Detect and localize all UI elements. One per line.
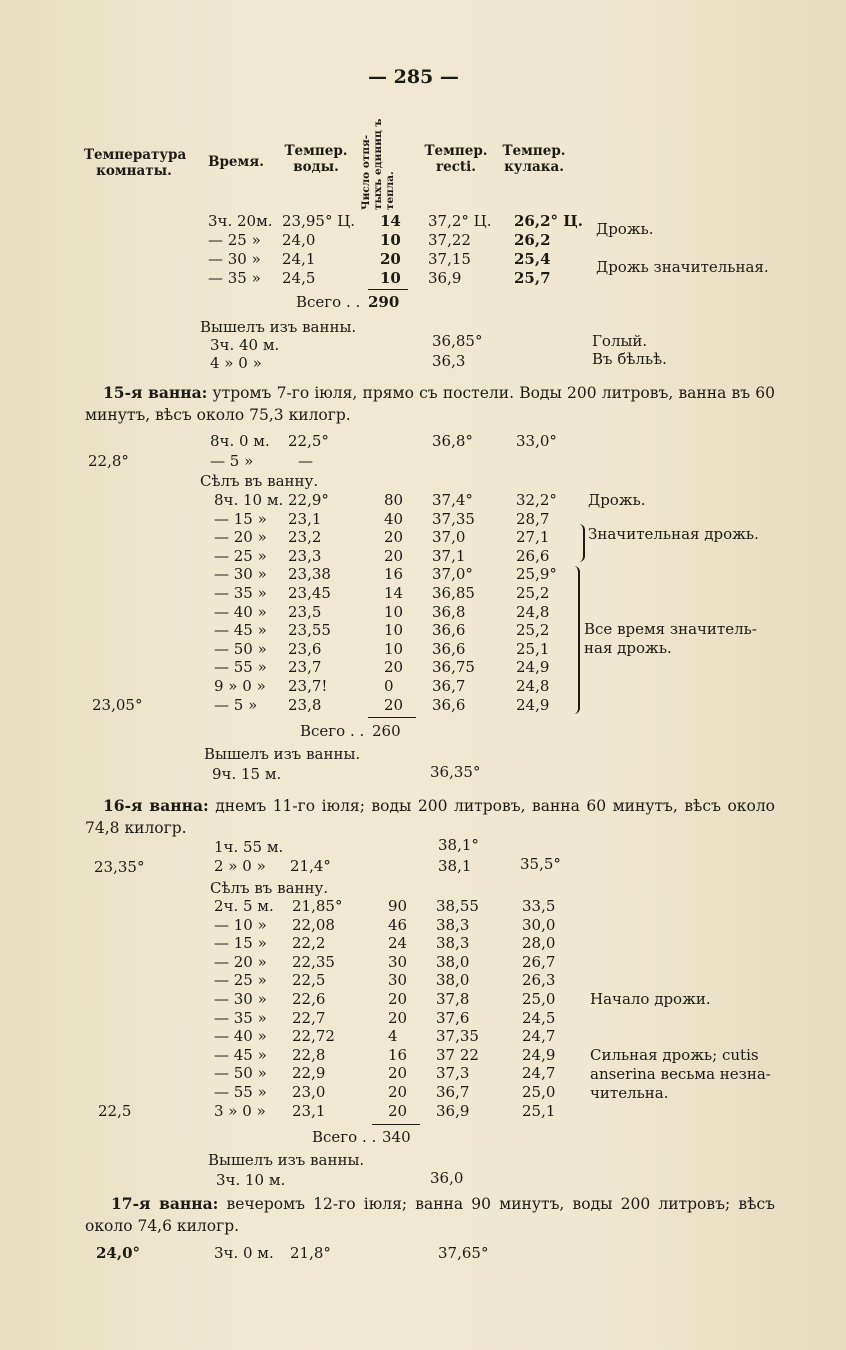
water-temp-cell: 23,8 xyxy=(288,696,322,714)
heat-units-cell: 80 xyxy=(384,491,404,509)
heat-units-cell: 20 xyxy=(388,1102,408,1120)
header-water-temp: Темпер. воды. xyxy=(284,143,348,175)
note-cell: чительна. xyxy=(590,1084,669,1102)
heat-units-cell: 20 xyxy=(388,990,408,1008)
heat-units-cell: 10 xyxy=(380,269,401,287)
water-temp-cell: 21,4° xyxy=(290,857,331,875)
exit-note: Голый. xyxy=(592,332,648,350)
water-temp-cell: 23,38 xyxy=(288,565,331,583)
fist-temp-cell: 25,4 xyxy=(514,250,551,268)
fist-temp-cell: 35,5° xyxy=(520,855,561,873)
water-temp-cell: 22,08 xyxy=(292,916,335,934)
time-cell: — 40 » xyxy=(214,603,267,621)
total-label: Всего . . xyxy=(296,293,361,311)
total-rule-16 xyxy=(372,1124,420,1125)
heat-units-cell: 16 xyxy=(388,1046,408,1064)
total-value: 260 xyxy=(372,722,401,740)
fist-temp-cell: 24,9 xyxy=(516,658,550,676)
room-temp-cell: 22,5 xyxy=(98,1102,132,1120)
water-temp-cell: 22,5° xyxy=(288,432,329,450)
time-cell: — 15 » xyxy=(214,934,267,952)
time-cell: — 10 » xyxy=(214,916,267,934)
water-temp-cell: 23,1 xyxy=(292,1102,326,1120)
recti-temp-cell: 38,1 xyxy=(438,857,472,875)
recti-temp-cell: 37,3 xyxy=(436,1064,470,1082)
heat-units-cell: 10 xyxy=(384,603,404,621)
heat-units-cell: 20 xyxy=(388,1083,408,1101)
fist-temp-cell: 24,8 xyxy=(516,677,550,695)
recti-temp-cell: 36,6 xyxy=(432,696,466,714)
fist-temp-cell: 25,2 xyxy=(516,621,550,639)
time-cell: 2 » 0 » xyxy=(214,857,266,875)
water-temp-cell: 22,8 xyxy=(292,1046,326,1064)
exit-label: Вышелъ изъ ванны. xyxy=(204,745,361,763)
fist-temp-cell: 26,2° Ц. xyxy=(514,212,583,230)
heat-units-cell: 20 xyxy=(388,1009,408,1027)
fist-temp-cell: 25,9° xyxy=(516,565,557,583)
recti-temp-cell: 36,7 xyxy=(432,677,466,695)
heat-units-cell: 0 xyxy=(384,677,394,695)
bath17-water: 21,8° xyxy=(290,1244,331,1262)
time-cell: — 50 » xyxy=(214,640,267,658)
time-cell: 3 » 0 » xyxy=(214,1102,266,1120)
time-cell: — 25 » xyxy=(214,971,267,989)
recti-temp-cell: 37,35 xyxy=(436,1027,479,1045)
bath17-room-temp: 24,0° xyxy=(96,1244,141,1262)
recti-temp-cell: 37,8 xyxy=(436,990,470,1008)
water-temp-cell: 23,7 xyxy=(288,658,322,676)
note-cell: Дрожь значительная. xyxy=(596,258,769,276)
water-temp-cell: 23,0 xyxy=(292,1083,326,1101)
recti-temp-cell: 38,1° xyxy=(438,836,479,854)
water-temp-cell: — xyxy=(298,452,313,470)
recti-temp-cell: 37,22 xyxy=(428,231,471,249)
recti-temp-cell: 38,0 xyxy=(436,953,470,971)
water-temp-cell: 22,9 xyxy=(292,1064,326,1082)
time-cell: — 25 » xyxy=(208,231,261,249)
water-temp-cell: 23,3 xyxy=(288,547,322,565)
time-cell: — 35 » xyxy=(214,1009,267,1027)
time-cell: — 15 » xyxy=(214,510,267,528)
total-value: 290 xyxy=(368,293,400,311)
recti-temp-cell: 38,3 xyxy=(436,934,470,952)
water-temp-cell: 22,2 xyxy=(292,934,326,952)
note-cell: ная дрожь. xyxy=(584,639,672,657)
time-cell: — 40 » xyxy=(214,1027,267,1045)
heat-units-cell: 10 xyxy=(384,640,404,658)
fist-temp-cell: 25,2 xyxy=(516,584,550,602)
note-cell: Все время значитель- xyxy=(584,620,757,638)
time-cell: — 20 » xyxy=(214,953,267,971)
recti-temp-cell: 38,55 xyxy=(436,897,479,915)
exit-time: 4 » 0 » xyxy=(210,354,262,372)
heat-units-cell: 40 xyxy=(384,510,404,528)
total-rule-1 xyxy=(368,289,408,290)
fist-temp-cell: 32,2° xyxy=(516,491,557,509)
fist-temp-cell: 25,0 xyxy=(522,990,556,1008)
page-number: — 285 — xyxy=(368,66,459,88)
water-temp-cell: 24,1 xyxy=(282,250,316,268)
exit-label: Вышелъ изъ ванны. xyxy=(200,318,357,336)
recti-temp-cell: 38,3 xyxy=(436,916,470,934)
water-temp-cell: 23,5 xyxy=(288,603,322,621)
recti-temp-cell: 37,0 xyxy=(432,528,466,546)
recti-temp-cell: 37,6 xyxy=(436,1009,470,1027)
total-value: 340 xyxy=(382,1128,411,1146)
time-cell: — 30 » xyxy=(208,250,261,268)
heat-units-cell: 16 xyxy=(384,565,404,583)
brace-15-a xyxy=(577,524,585,562)
header-heat-units: Число отпя-тыхъ единиц ъ тепла. xyxy=(360,118,396,210)
water-temp-cell: 23,1 xyxy=(288,510,322,528)
fist-temp-cell: 25,1 xyxy=(516,640,550,658)
time-cell: — 5 » xyxy=(214,696,258,714)
time-cell: — 45 » xyxy=(214,621,267,639)
fist-temp-cell: 33,0° xyxy=(516,432,557,450)
recti-temp-cell: 37,0° xyxy=(432,565,473,583)
heat-units-cell: 20 xyxy=(384,547,404,565)
room-temp-cell: 22,8° xyxy=(88,452,129,470)
exit-recti: 36,0 xyxy=(430,1169,464,1187)
recti-temp-cell: 37,15 xyxy=(428,250,471,268)
water-temp-cell: 23,2 xyxy=(288,528,322,546)
note-cell: Значительная дрожь. xyxy=(588,525,759,543)
water-temp-cell: 22,7 xyxy=(292,1009,326,1027)
bath17-time: 3ч. 0 м. xyxy=(214,1244,274,1262)
time-cell: — 35 » xyxy=(208,269,261,287)
time-cell: 1ч. 55 м. xyxy=(214,838,284,856)
recti-temp-cell: 37,35 xyxy=(432,510,475,528)
recti-temp-cell: 37,4° xyxy=(432,491,473,509)
recti-temp-cell: 36,6 xyxy=(432,640,466,658)
heat-units-cell: 30 xyxy=(388,953,408,971)
time-cell: 2ч. 5 м. xyxy=(214,897,274,915)
recti-temp-cell: 36,9 xyxy=(436,1102,470,1120)
water-temp-cell: 22,9° xyxy=(288,491,329,509)
header-time: Время. xyxy=(208,154,264,170)
total-rule-15 xyxy=(368,717,416,718)
time-cell: — 45 » xyxy=(214,1046,267,1064)
fist-temp-cell: 26,7 xyxy=(522,953,556,971)
recti-temp-cell: 38,0 xyxy=(436,971,470,989)
fist-temp-cell: 26,2 xyxy=(514,231,551,249)
heat-units-cell: 10 xyxy=(380,231,401,249)
water-temp-cell: 23,55 xyxy=(288,621,331,639)
exit-recti: 36,35° xyxy=(430,763,481,781)
note-cell: anserina весьма незна- xyxy=(590,1065,771,1083)
recti-temp-cell: 36,7 xyxy=(436,1083,470,1101)
heat-units-cell: 90 xyxy=(388,897,408,915)
heat-units-cell: 14 xyxy=(384,584,404,602)
total-label: Всего . . xyxy=(312,1128,377,1146)
fist-temp-cell: 28,0 xyxy=(522,934,556,952)
recti-temp-cell: 36,85 xyxy=(432,584,475,602)
exit-recti: 36,3 xyxy=(432,352,466,370)
fist-temp-cell: 27,1 xyxy=(516,528,550,546)
bath17-recti: 37,65° xyxy=(438,1244,489,1262)
time-cell: 8ч. 10 м. xyxy=(214,491,284,509)
fist-temp-cell: 26,3 xyxy=(522,971,556,989)
bath15-paragraph: 15-я ванна: утромъ 7-го іюля, прямо съ постели. Воды 200 литровъ, ванна въ 60 минутъ, вѣсъ около 75,3 килогр. xyxy=(85,383,775,424)
time-cell: — 55 » xyxy=(214,658,267,676)
header-recti-temp: Темпер. recti. xyxy=(424,143,488,175)
water-temp-cell: 23,6 xyxy=(288,640,322,658)
heat-units-cell: 20 xyxy=(380,250,401,268)
fist-temp-cell: 24,9 xyxy=(516,696,550,714)
fist-temp-cell: 24,9 xyxy=(522,1046,556,1064)
note-cell: Начало дрожи. xyxy=(590,990,711,1008)
water-temp-cell: 23,7! xyxy=(288,677,328,695)
water-temp-cell: 22,72 xyxy=(292,1027,335,1045)
heat-units-cell: 20 xyxy=(388,1064,408,1082)
fist-temp-cell: 24,8 xyxy=(516,603,550,621)
water-temp-cell: 23,95° Ц. xyxy=(282,212,356,230)
time-cell: — 5 » xyxy=(210,452,254,470)
recti-temp-cell: 36,8° xyxy=(432,432,473,450)
recti-temp-cell: 36,9 xyxy=(428,269,462,287)
exit-time: 3ч. 40 м. xyxy=(210,336,280,354)
fist-temp-cell: 24,5 xyxy=(522,1009,556,1027)
recti-temp-cell: 37,2° Ц. xyxy=(428,212,492,230)
time-cell: — 30 » xyxy=(214,565,267,583)
heat-units-cell: 46 xyxy=(388,916,408,934)
heat-units-cell: 24 xyxy=(388,934,408,952)
bath17-paragraph: 17-я ванна: вечеромъ 12-го іюля; ванна 90 минутъ, воды 200 литровъ; вѣсъ около 74,6 килогр. xyxy=(85,1194,775,1235)
time-cell: — 50 » xyxy=(214,1064,267,1082)
time-cell: 3ч. 20м. xyxy=(208,212,273,230)
sat-label: Сѣлъ въ ванну. xyxy=(200,472,319,490)
bath16-paragraph: 16-я ванна: днемъ 11-го іюля; воды 200 литровъ, ванна 60 минутъ, вѣсъ около 74,8 килогр. xyxy=(85,796,775,837)
fist-temp-cell: 33,5 xyxy=(522,897,556,915)
water-temp-cell: 22,5 xyxy=(292,971,326,989)
fist-temp-cell: 30,0 xyxy=(522,916,556,934)
time-cell: — 30 » xyxy=(214,990,267,1008)
heat-units-cell: 14 xyxy=(380,212,401,230)
total-label: Всего . . xyxy=(300,722,365,740)
time-cell: — 55 » xyxy=(214,1083,267,1101)
fist-temp-cell: 25,7 xyxy=(514,269,551,287)
heat-units-cell: 20 xyxy=(384,528,404,546)
recti-temp-cell: 37,1 xyxy=(432,547,466,565)
exit-time: 3ч. 10 м. xyxy=(216,1171,286,1189)
water-temp-cell: 22,35 xyxy=(292,953,335,971)
fist-temp-cell: 28,7 xyxy=(516,510,550,528)
note-cell: Дрожь. xyxy=(596,220,654,238)
exit-note: Въ бѣльѣ. xyxy=(592,350,667,368)
exit-time: 9ч. 15 м. xyxy=(212,765,282,783)
heat-units-cell: 4 xyxy=(388,1027,398,1045)
fist-temp-cell: 24,7 xyxy=(522,1027,556,1045)
time-cell: 8ч. 0 м. xyxy=(210,432,270,450)
heat-units-cell: 30 xyxy=(388,971,408,989)
heat-units-cell: 20 xyxy=(384,696,404,714)
note-cell: Сильная дрожь; cutis xyxy=(590,1046,759,1064)
sat-label: Сѣлъ въ ванну. xyxy=(210,879,329,897)
water-temp-cell: 24,0 xyxy=(282,231,316,249)
time-cell: — 20 » xyxy=(214,528,267,546)
note-cell: Дрожь. xyxy=(588,491,646,509)
time-cell: — 35 » xyxy=(214,584,267,602)
water-temp-cell: 21,85° xyxy=(292,897,343,915)
heat-units-cell: 20 xyxy=(384,658,404,676)
recti-temp-cell: 36,6 xyxy=(432,621,466,639)
brace-15-b xyxy=(572,566,580,714)
header-fist-temp: Темпер. кулака. xyxy=(502,143,566,175)
time-cell: 9 » 0 » xyxy=(214,677,266,695)
recti-temp-cell: 37 22 xyxy=(436,1046,479,1064)
water-temp-cell: 24,5 xyxy=(282,269,316,287)
exit-recti: 36,85° xyxy=(432,332,483,350)
fist-temp-cell: 24,7 xyxy=(522,1064,556,1082)
fist-temp-cell: 26,6 xyxy=(516,547,550,565)
recti-temp-cell: 36,8 xyxy=(432,603,466,621)
exit-label: Вышелъ изъ ванны. xyxy=(208,1151,365,1169)
room-temp-cell: 23,35° xyxy=(94,858,145,876)
water-temp-cell: 22,6 xyxy=(292,990,326,1008)
fist-temp-cell: 25,1 xyxy=(522,1102,556,1120)
water-temp-cell: 23,45 xyxy=(288,584,331,602)
header-room-temp: Температура комнаты. xyxy=(84,147,187,179)
room-temp-cell: 23,05° xyxy=(92,696,143,714)
heat-units-cell: 10 xyxy=(384,621,404,639)
time-cell: — 25 » xyxy=(214,547,267,565)
recti-temp-cell: 36,75 xyxy=(432,658,475,676)
fist-temp-cell: 25,0 xyxy=(522,1083,556,1101)
